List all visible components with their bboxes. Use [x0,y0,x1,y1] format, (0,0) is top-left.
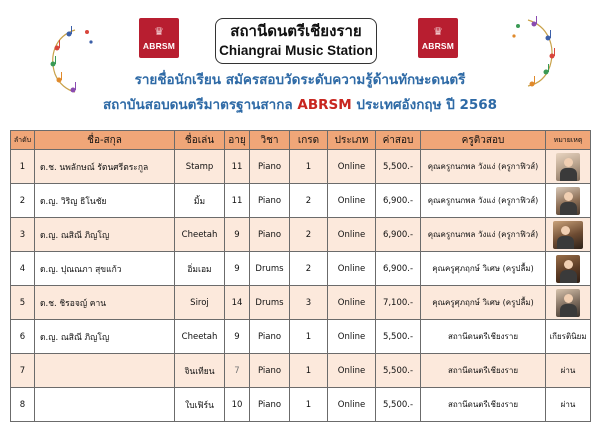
cell-type: Online [328,286,376,320]
table-row [11,354,591,388]
cell-no: 7 [11,354,35,388]
cell-type: Online [328,184,376,218]
cell-subject: Piano [250,218,290,252]
cell-grade: 1 [290,388,328,422]
student-photo [553,221,583,249]
station-name-box [215,18,377,64]
cell-note: ผ่าน [546,354,591,388]
student-photo [556,255,580,283]
cell-age: 9 [225,320,250,354]
station-name-english: Chiangrai Music Station [219,43,373,58]
cell-note [546,184,591,218]
cell-fee: 6,900.- [376,218,421,252]
cell-nickname: อิ่มเอม [175,252,225,286]
table-row [11,286,591,320]
cell-type: Online [328,388,376,422]
cell-nickname: ใบเฟิร์น [175,388,225,422]
cell-teacher: สถานีดนตรีเชียงราย [421,320,546,354]
cell-age: 10 [225,388,250,422]
cell-grade: 3 [290,286,328,320]
cell-fee: 5,500.- [376,150,421,184]
col-header-note: หมายเหตุ [546,131,591,150]
cell-name [35,388,175,422]
cell-type: Online [328,150,376,184]
cell-grade: 2 [290,252,328,286]
cell-teacher: สถานีดนตรีเชียงราย [421,388,546,422]
table-row [11,388,591,422]
cell-subject: Piano [250,388,290,422]
cell-teacher: คุณครูศุภฤกษ์ วิเศษ (ครูปลื้ม) [421,252,546,286]
page-title: รายชื่อนักเรียน สมัครสอบวัดระดับความรู้ด้านทักษะดนตรี [134,72,466,88]
col-header-teacher: ครูติวสอบ [421,131,546,150]
cell-subject: Drums [250,286,290,320]
cell-fee: 5,500.- [376,354,421,388]
cell-fee: 6,900.- [376,252,421,286]
cell-teacher: คุณครูกนกพล วังแง่ (ครูกาฟิวส์) [421,218,546,252]
student-table [10,130,591,422]
cell-note [546,150,591,184]
student-photo [556,153,580,181]
cell-name: ด.ช. นพลักษณ์ รัตนศรีตระกูล [35,150,175,184]
cell-subject: Drums [250,252,290,286]
col-header-subject: วิชา [250,131,290,150]
subtitle-part-b: ประเทศอังกฤษ ปี 2568 [356,97,498,113]
cell-note [546,252,591,286]
abrsm-logo-text: ABRSM [142,40,176,51]
cell-nickname: Cheetah [175,320,225,354]
cell-note [546,218,591,252]
cell-grade: 1 [290,320,328,354]
cell-grade: 1 [290,150,328,184]
cell-nickname: Stamp [175,150,225,184]
cell-name: ด.ญ. ปุณณภา สุขแก้ว [35,252,175,286]
cell-no: 4 [11,252,35,286]
cell-subject: Piano [250,320,290,354]
cell-fee: 7,100.- [376,286,421,320]
cell-no: 2 [11,184,35,218]
cell-type: Online [328,218,376,252]
table-row [11,218,591,252]
student-photo [556,187,580,215]
subtitle-part-a: สถาบันสอบดนตรีมาตรฐานสากล [102,97,293,113]
abrsm-logo [418,18,458,58]
cell-age: 11 [225,184,250,218]
cell-grade: 2 [290,184,328,218]
cell-type: Online [328,354,376,388]
cell-fee: 5,500.- [376,320,421,354]
cell-nickname: จินเทียน [175,354,225,388]
col-header-fee: ค่าสอบ [376,131,421,150]
cell-name: ด.ช. ชิรอจญ์ คาน [35,286,175,320]
cell-type: Online [328,252,376,286]
cell-subject: Piano [250,184,290,218]
page-header [0,0,600,126]
table-header-row [11,131,591,150]
table-row [11,150,591,184]
cell-teacher: คุณครูกนกพล วังแง่ (ครูกาฟิวส์) [421,150,546,184]
abrsm-crown-logo-icon: ♛ [154,24,164,38]
station-name-thai: สถานีดนตรีเชียงราย [230,22,362,40]
table-row [11,252,591,286]
cell-age: 14 [225,286,250,320]
cell-no: 6 [11,320,35,354]
col-header-nickname: ชื่อเล่น [175,131,225,150]
col-header-grade: เกรด [290,131,328,150]
cell-teacher: สถานีดนตรีเชียงราย [421,354,546,388]
cell-name: ด.ญ. วิริญ ธิโนชัย [35,184,175,218]
cell-fee: 5,500.- [376,388,421,422]
cell-no: 8 [11,388,35,422]
col-header-age: อายุ [225,131,250,150]
cell-note: เกียรตินิยม [546,320,591,354]
cell-grade: 1 [290,354,328,388]
cell-nickname: Siroj [175,286,225,320]
cell-age: 11 [225,150,250,184]
col-header-type: ประเภท [328,131,376,150]
col-header-no: ลำดับ [11,131,35,150]
abrsm-crown-logo-icon: ♛ [433,24,443,38]
cell-teacher: คุณครูศุภฤกษ์ วิเศษ (ครูปลื้ม) [421,286,546,320]
student-photo [556,289,580,317]
col-header-name: ชื่อ-สกุล [35,131,175,150]
cell-note: ผ่าน [546,388,591,422]
cell-nickname: Cheetah [175,218,225,252]
cell-age: 9 [225,218,250,252]
page-subtitle [0,95,600,115]
abrsm-logo [139,18,179,58]
cell-grade: 2 [290,218,328,252]
cell-nickname: มิ้ม [175,184,225,218]
abrsm-logo-text: ABRSM [421,40,455,51]
cell-subject: Piano [250,354,290,388]
cell-no: 3 [11,218,35,252]
cell-name: ด.ญ. ณสิณี ภิญโญ [35,320,175,354]
cell-name [35,354,175,388]
subtitle-highlight: ABRSM [297,97,352,113]
cell-age: 7 [225,354,250,388]
cell-fee: 6,900.- [376,184,421,218]
cell-age: 9 [225,252,250,286]
cell-note [546,286,591,320]
table-row [11,320,591,354]
cell-no: 5 [11,286,35,320]
cell-no: 1 [11,150,35,184]
cell-name: ด.ญ. ณสิณี ภิญโญ [35,218,175,252]
table-row [11,184,591,218]
cell-type: Online [328,320,376,354]
cell-teacher: คุณครูกนกพล วังแง่ (ครูกาฟิวส์) [421,184,546,218]
cell-subject: Piano [250,150,290,184]
